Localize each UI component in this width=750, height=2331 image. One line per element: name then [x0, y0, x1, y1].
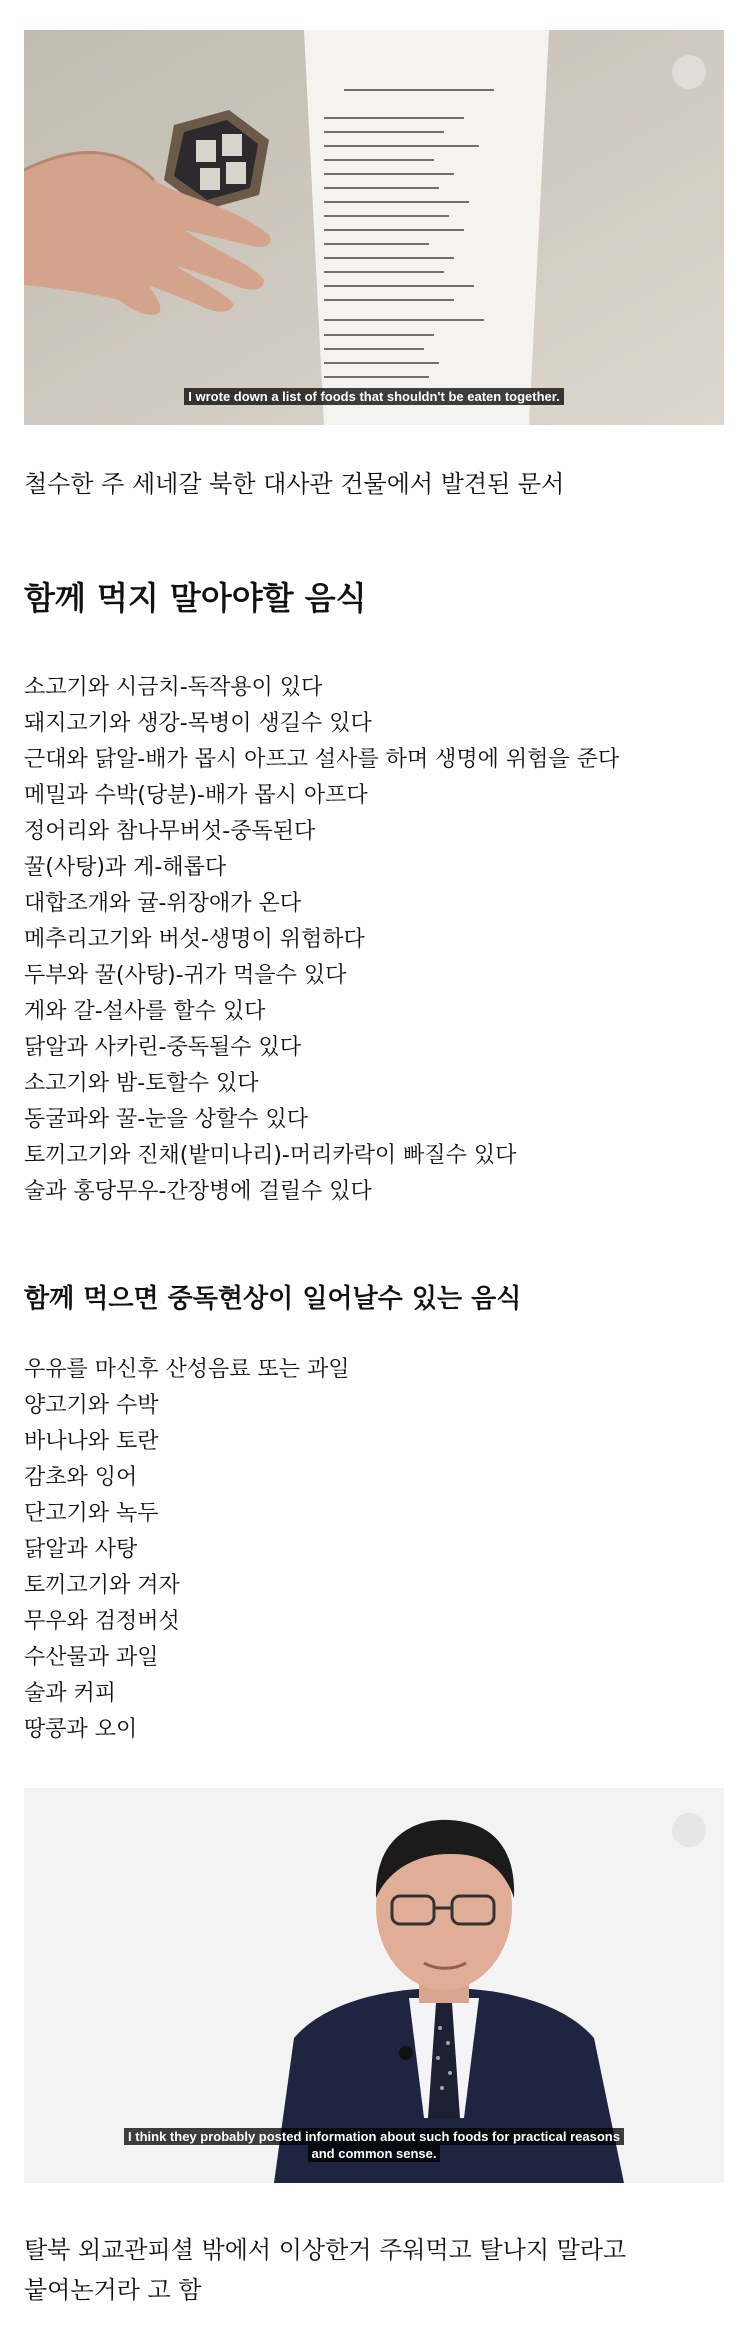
list-item: 꿀(사탕)과 게-해롭다: [24, 855, 227, 880]
list-item: 게와 갈-설사를 할수 있다: [24, 999, 266, 1024]
list-item: 토끼고기와 겨자: [24, 1573, 180, 1598]
list-item: 닭알과 사카린-중독될수 있다: [24, 1035, 301, 1060]
section1-title: 함께 먹지 말아야할 음식: [24, 579, 367, 617]
list-item: 메밀과 수박(당분)-배가 몹시 아프다: [24, 783, 368, 808]
list-item: 동굴파와 꿀-눈을 상할수 있다: [24, 1107, 308, 1132]
list-item: 땅콩과 오이: [24, 1717, 138, 1742]
list-item: 술과 커피: [24, 1681, 117, 1706]
list-item: 돼지고기와 생강-목병이 생길수 있다: [24, 711, 372, 736]
document-photo-image: [24, 30, 724, 425]
list-item: 토끼고기와 진채(밭미나리)-머리카락이 빠질수 있다: [24, 1143, 517, 1168]
list-item: 단고기와 녹두: [24, 1501, 159, 1526]
intro-text: 철수한 주 세네갈 북한 대사관 건물에서 발견된 문서: [24, 470, 565, 498]
list-item: 소고기와 밤-토할수 있다: [24, 1071, 259, 1096]
list-item: 근대와 닭알-배가 몹시 아프고 설사를 하며 생명에 위험을 준다: [24, 747, 620, 772]
list-item: 수산물과 과일: [24, 1645, 159, 1670]
document-caption: I wrote down a list of foods that shouldn't be eaten together.: [24, 388, 724, 405]
document-photo: [24, 30, 724, 425]
interview-photo: [24, 1788, 724, 2183]
interview-caption: I think they probably posted information about such foods for practical reasons and common sense.: [24, 2128, 724, 2162]
list-item: 메추리고기와 버섯-생명이 위험하다: [24, 927, 365, 952]
list-item: 무우와 검정버섯: [24, 1609, 180, 1634]
list-item: 닭알과 사탕: [24, 1537, 138, 1562]
section2-list: [24, 1352, 350, 1748]
list-item: 우유를 마신후 산성음료 또는 과일: [24, 1357, 350, 1382]
section1-list: [24, 670, 619, 1210]
interview-photo-image: [24, 1788, 724, 2183]
section2-title: 함께 먹으면 중독현상이 일어날수 있는 음식: [24, 1284, 522, 1314]
list-item: 정어리와 참나무버섯-중독된다: [24, 819, 316, 844]
list-item: 양고기와 수박: [24, 1393, 159, 1418]
list-item: 술과 홍당무우-간장병에 걸릴수 있다: [24, 1179, 372, 1204]
list-item: 소고기와 시금치-독작용이 있다: [24, 675, 323, 700]
outro-text: 탈북 외교관피셜 밖에서 이상한거 주워먹고 탈나지 말라고 붙여논거라 고 함: [24, 2236, 627, 2304]
list-item: 감초와 잉어: [24, 1465, 138, 1490]
list-item: 두부와 꿀(사탕)-귀가 먹을수 있다: [24, 963, 347, 988]
list-item: 바나나와 토란: [24, 1429, 159, 1454]
list-item: 대합조개와 귤-위장애가 온다: [24, 891, 301, 916]
